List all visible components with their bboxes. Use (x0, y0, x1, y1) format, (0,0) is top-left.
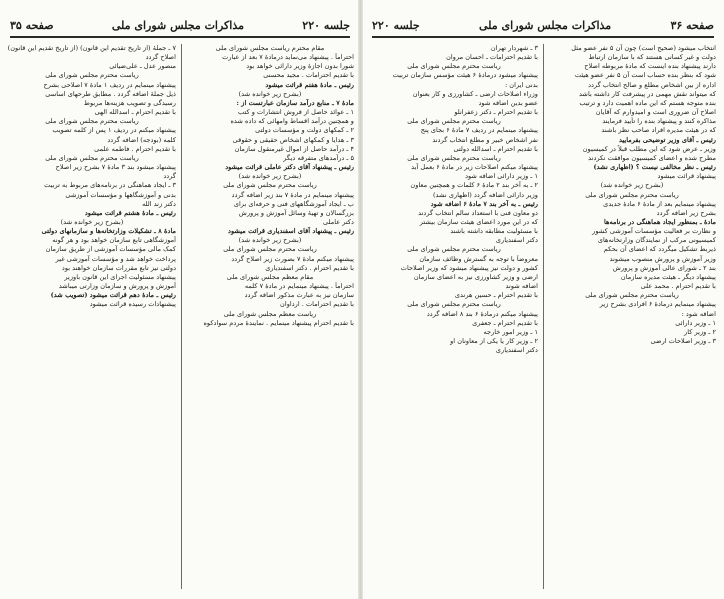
text-line: پیشنهاد میکنم در ردیف ۱ پس از کلمه تصویب (52, 126, 176, 135)
text-line: بند ۲ ـ شورای عالی آموزش و پرورش (612, 263, 716, 272)
text-line: پیشنهاد مینمایم در ردیف ۱ مادهٔ ۷ اصلاحی بشرح (43, 80, 176, 89)
text-line: گردد (163, 172, 176, 181)
text-line: نفر اشخاص خبیر و مطلع انتخاب گردند (432, 135, 538, 144)
text-line: مذاکره کنند و پیشنهاد بنده را تأیید فرمایند (602, 117, 716, 126)
text-line: ۲ ـ وزیر کار یا یکی از معاونان او (450, 337, 538, 345)
right-page-left-column (370, 44, 538, 591)
text-line: ۱ ـ عوائد حاصل از فروش انتشارات و کتب (238, 108, 354, 117)
text-line: با تقدیم احترام ـ دکتر زعفرانلو (454, 108, 538, 117)
text-line: با تقدیم احترام ـ جعفری (472, 318, 538, 327)
text-line: با تقدیم احترامات . مجید محسنی (263, 71, 354, 80)
left-page-number: صفحه ۳۵ (10, 18, 54, 32)
text-line: ریاست محترم مجلس شورای ملی (45, 117, 139, 126)
text-line: کشور و دولت نیز پیشنهاد میشود که وزیر اصلاحات (400, 263, 538, 272)
text-line: اداره از بین اشخاص مطلع و صالح انتخاب گردد (588, 80, 716, 89)
text-line: دولت و غیر کسانی هستند که با سازمان ارتباط (588, 53, 716, 62)
text-line: پیشنهاد قرائت میشود (657, 172, 716, 181)
text-line: مادهٔ ۷ ـ منابع درآمد سازمان عبارتست از : (236, 98, 354, 107)
text-line: اضافه شود : (681, 309, 716, 318)
text-line: با تقدیم احترام . محمد علی (640, 282, 716, 291)
text-line: (بشرح زیر خوانده شد) (238, 236, 302, 245)
text-line: رئیس ـ به آخر بند ۷ مادهٔ ۶ اضافه شود (430, 199, 538, 208)
text-line: ۴ ـ درآمد حاصل از اموال غیرمنقول سازمان (234, 144, 354, 153)
text-line: ۱ ـ وزیر دارائی اضافه شود (465, 172, 538, 181)
text-line: دکتر عاملی (323, 217, 354, 226)
text-line: کمک مالی مؤسسات آموزشی از طریق سازمان (45, 245, 176, 254)
text-line: (بشرح زیر خوانده شد) (238, 172, 302, 181)
text-line: بنده متوجه هستم که این ماده اهمیت دارد و ترتیب (579, 98, 716, 107)
text-line: (بشرح زیر خوانده شد) (238, 89, 302, 98)
text-line: با تقدیم احترام ـ حسین هرندی (454, 291, 538, 300)
text-line: رئیس ـ پیشنهاد آقای اسفندیاری قرائت میشود (228, 227, 354, 236)
text-line: پیشنهاد میکنم مادهٔ ۷ بصورت زیر اصلاح گردد (231, 254, 354, 263)
text-line: بزرگسالان و تهیهٔ وسائل آموزش و پرورش (238, 208, 354, 217)
left-page-column-divider (181, 44, 182, 589)
text-line: ریاست محترم مجلس شورای ملی (223, 181, 317, 190)
right-page-right-column (548, 44, 716, 591)
right-page-session: جلسه ۲۲۰ (372, 18, 420, 32)
text-line: که در هیئت مدیره افراد صاحب نظر باشند (601, 126, 716, 135)
text-line: ریاست محترم مجلس شورای ملی (223, 245, 317, 254)
text-line: آموزشگاهی تابع سازمان خواهد بود و هر گونه (52, 236, 176, 245)
text-line: ذیل جملهٔ اضافه گردد . مطابق طرحهای اساسی (45, 89, 176, 98)
text-line: ۲ ـ کمکهای دولت و مؤسسات دولتی (255, 126, 354, 135)
text-line: وزیر ـ عرض شود که این مطلب قبلاً در کمیسیون (582, 144, 716, 153)
text-line: مقام محترم ریاست مجلس شورای ملی (215, 44, 325, 52)
right-page-number: صفحه ۳۶ (670, 18, 714, 32)
text-line: ریاست محترم مجلس شورای ملی (585, 291, 679, 300)
text-line: رئیس ـ نظر مخالفی نیست ؟ (اظهاری نشد) (593, 163, 716, 172)
text-line: وزیر آموزش و پرورش منصوب میشوند (609, 254, 716, 263)
text-line: با تقدیم احترامات ـ احسان مروان (446, 53, 538, 62)
text-line: پرداخت خواهد شد و مؤسسات آموزشی غیر (55, 254, 176, 263)
text-line: بدنی ایران : (504, 80, 538, 89)
text-line: ۷ ـ جملهٔ (از تاریخ تقدیم این قانون) (از تاریخ تقدیم این قانون) (8, 44, 176, 52)
text-line: پیشنهاد مینمایم در مادهٔ ۷ بند زیر اضافه گردد (231, 190, 354, 199)
text-line: دکتر اسفندیاری (495, 236, 538, 245)
text-line: معروضاً با توجه به گسترش وظائف سازمان (419, 254, 538, 263)
text-line: پیشنهاد مینمایم درمادهٔ ۶ افرادی بشرح زیر (599, 300, 716, 309)
text-line: کلمه (بودجه) اضافه گردد (107, 135, 176, 144)
text-line: بشرح زیر اضافه گردد (656, 208, 716, 217)
text-line: رئیس ـ آقای وزیر توضیحی بفرمایید (618, 135, 716, 144)
text-line: پیشنهاد میشود بند ۳ مادهٔ ۷ بشرح زیر اصلاح (55, 163, 176, 172)
text-line: وزیر دارائی اضافه گردد (اظهاری نشد) (432, 190, 538, 199)
right-page-column-divider (543, 44, 544, 589)
text-line: رئیس ـ مادهٔ هفتم قرائت میشود (265, 80, 354, 89)
text-line: رسیدگی و تصویب هزینه‌ها مربوط (83, 98, 176, 107)
text-line: دکتر اسفندیاری (495, 346, 538, 355)
text-line: ب ـ ایجاد آموزشگاههای فنی و حرفه‌ای برای (233, 199, 354, 208)
text-line: ۳ ـ هدایا و کمکهای اشخاص حقیقی و حقوقی (232, 135, 354, 144)
text-line: با تقدیم احترام ـ اسدالله دولتی (453, 144, 538, 153)
text-line: وزراء اصلاحات ارضی ـ کشاورزی و کار بعنوان (412, 89, 538, 98)
text-line: با تقدیم احترام . دکتر اسفندیاری (265, 263, 354, 272)
text-line: رئیس ـ مادهٔ دهم قرائت میشود (تصویب شد) (50, 291, 176, 300)
left-page (0, 0, 360, 599)
text-line: ۱ ـ وزیر امور خارجه (483, 327, 538, 336)
text-line: اضافه شوند (505, 282, 538, 291)
text-line: ۳ ـ شهردار تهران (490, 44, 538, 52)
text-line: دارند پیشنهاد بنده اینست که مادهٔ مربوطه اصلاح (584, 62, 716, 71)
text-line: اصلاح گردد (145, 53, 176, 62)
text-line: مقام معظم مجلس شورای ملی (226, 272, 314, 281)
text-line: بدنی و آموزشگاهها و مؤسسات آموزشی (65, 190, 176, 199)
left-page-session: جلسه ۲۲۰ (302, 18, 350, 32)
text-line: با تقدیم احترامات . ارداوان (280, 300, 354, 309)
text-line: مطرح شده و اعضای کمیسیون موافقت نکردند (588, 153, 716, 162)
text-line: که در این مورد اعضای هیئت سازمان بیشتر (419, 217, 538, 226)
text-line: پیشنهادات رسیده قرائت میشود (89, 300, 176, 309)
left-page-right-column (186, 44, 354, 591)
text-line: احتراماً . پیشنهاد مینمایم در مادهٔ ۷ کلمه (244, 282, 354, 291)
text-line: مادهٔ ـ بمنظور ایجاد هماهنگی در برنامه‌ها (603, 217, 716, 226)
text-line: آموزش و پرورش و سازمان وزارتی میباشد (58, 282, 176, 291)
text-line: پیشنهاد مینمایم در ردیف ۷ مادهٔ ۶ بجای پنج (420, 126, 538, 135)
text-line: ۱ ـ وزیر دارائی (675, 318, 716, 327)
text-line: ریاست محترم مجلس شورای ملی (45, 71, 139, 80)
text-line: ۳ ـ وزیر اصلاحات ارضی (650, 337, 716, 345)
text-line: با تقدیم احترام . فاطمه علمی (94, 144, 176, 153)
right-page-title: مذاکرات مجلس شورای ملی (479, 18, 612, 32)
text-line: شود که بنظر بنده حساب است آن ۵ نفر عضو هیئت (574, 71, 716, 80)
text-line: اصلاح آن ضروری است و امیدوارم که آقایان (595, 108, 716, 117)
right-page (362, 0, 724, 599)
text-line: (بشرح زیر خوانده شد) (60, 217, 124, 226)
text-line: رئیس ـ مادهٔ هشتم قرائت میشود (84, 208, 176, 217)
text-line: ۲ ـ به آخر بند ۲ مادهٔ ۶ کلمات و همچنین معاون (410, 181, 538, 190)
text-line: پیشنهاد دیگر ـ هیئت مدیره سازمان (620, 272, 716, 281)
text-line: ارضی و وزیر کشاورزی نیز به اعضای سازمان (413, 272, 538, 281)
text-line: کمیسیونی مرکب از نمایندگان وزارتخانه‌های (597, 236, 716, 245)
text-line: ۵ ـ درآمدهای متفرقه دیگر (283, 153, 354, 162)
text-line: ریاست معظم مجلس شورای ملی (223, 309, 317, 318)
text-line: پیشنهاد مینمایم بعد از مادهٔ ۶ مادهٔ جدیدی (603, 199, 716, 208)
text-line: ریاست محترم مجلس شورای ملی (45, 153, 139, 162)
text-line: ریاست محترم مجلس شورای ملی (407, 117, 501, 126)
text-line: ریاست محترم مجلس شورای ملی (407, 62, 501, 71)
left-page-title: مذاکرات مجلس شورای ملی (111, 18, 245, 32)
text-line: ۳ ـ ایجاد هماهنگی در برنامه‌های مربوط به تربیت (44, 181, 176, 190)
text-line: منصور عدل ـ علی‌ضیائی (109, 62, 176, 71)
text-line: ۲ ـ وزیر کار (684, 327, 716, 336)
text-line: ریاست محترم مجلس شورای ملی (407, 245, 501, 254)
text-line: مادهٔ ۸ ـ تشکیلات وزارتخانه‌ها و سازمانهای دولتی (41, 227, 176, 236)
text-line: ریاست محترم مجلس شورای ملی (407, 153, 501, 162)
text-line: ریاست محترم مجلس شورای ملی (407, 300, 501, 309)
text-line: انتخاب میشود (صحیح است) چون آن ۵ نفر عضو مثل (571, 44, 716, 52)
text-line: که میتواند نقش مهمی در پیشرفت کار داشته باشد (578, 89, 716, 98)
text-line: پیشنهاد مسئولیت اجرای این قانون باوزیر (64, 272, 176, 281)
text-line: پیشنهاد میکنم درمادهٔ ۶ بند ۸ اضافه گردد (426, 309, 538, 318)
text-line: و همچنین درآمد اقساط وامهائی که داده شده (230, 117, 354, 126)
text-line: سازمان نیز به عبارت مذکور اضافه گردد (244, 291, 354, 300)
text-line: عضو بدین اضافه شود (478, 98, 538, 107)
right-page-header (372, 14, 714, 38)
text-line: پیشنهاد میشود درمادهٔ ۶ هیئت مؤسس سازمان تربیت (392, 71, 538, 80)
text-line: دکتر زند الله (142, 199, 176, 208)
text-line: شورا بدون اجازهٔ وزیر دارائی خواهد بود (246, 62, 354, 71)
text-line: (بشرح زیر خوانده شد) (600, 181, 664, 190)
text-line: ذیربط تشکیل میگردد که اعضای آن بحکم (603, 245, 716, 254)
text-line: دولتی نیز تابع مقررات سازمان خواهند بود (61, 263, 176, 272)
text-line: و نظارت بر فعالیت مؤسسات آموزشی کشور (592, 227, 716, 236)
left-page-header (10, 14, 350, 38)
text-line: ریاست محترم مجلس شورای ملی (585, 190, 679, 199)
text-line: دو معاون فنی با استعداد سالم انتخاب گردند (418, 208, 538, 217)
text-line: با تقدیم احترام ـ اسدالله الهی (94, 108, 176, 117)
text-line: با مسئولیت مطابقه داشته باشند (450, 227, 538, 236)
text-line: پیشنهاد میکنم اصلاحات زیر در مادهٔ ۶ بعمل آید (411, 163, 538, 172)
left-page-left-column (8, 44, 176, 591)
text-line: رئیس ـ پیشنهاد آقای دکتر عاملی قرائت میشود (225, 163, 354, 172)
text-line: احتراماً . پیشنهاد می‌نماید درمادهٔ ۷ بعد از عبارت (222, 53, 354, 62)
text-line: با تقدیم احترام پیشنهاد مینمایم . نمایندهٔ مردم سوادکوه (203, 318, 354, 327)
